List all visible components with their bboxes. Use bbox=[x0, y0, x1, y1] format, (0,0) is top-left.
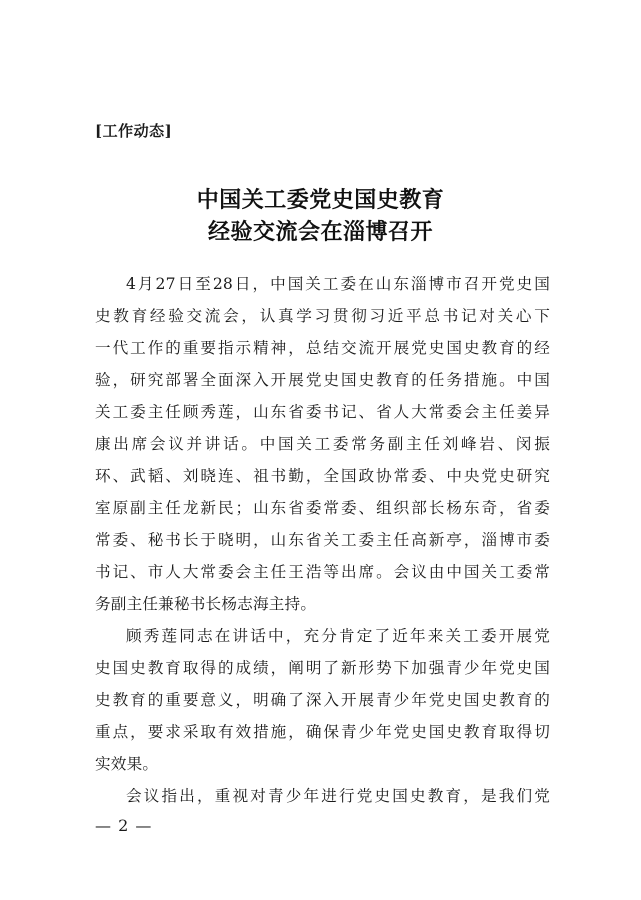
paragraph-1-line: 康出席会议并讲话。中国关工委常务副主任刘峰岩、闵振 bbox=[95, 435, 550, 453]
paragraph-1-line: 一代工作的重要指示精神，总结交流开展党史国史教育的经 bbox=[95, 339, 550, 357]
paragraph-1-line: 关工委主任顾秀莲，山东省委书记、省人大常委会主任姜异 bbox=[95, 403, 550, 421]
paragraph-2-line: 实效果。 bbox=[95, 755, 159, 773]
paragraph-1-line: 常委、秘书长于晓明，山东省关工委主任高新亭，淄博市委 bbox=[95, 531, 550, 549]
paragraph-1-line: 室原副主任龙新民；山东省委常委、组织部长杨东奇，省委 bbox=[95, 499, 550, 517]
paragraph-1-line: 史教育经验交流会，认真学习贯彻习近平总书记对关心下 bbox=[95, 307, 550, 325]
paragraph-1-line: 验，研究部署全面深入开展党史国史教育的任务措施。中国 bbox=[95, 371, 550, 389]
paragraph-1-line: 环、武韬、刘晓连、祖书勤，全国政协常委、中央党史研究 bbox=[95, 467, 550, 485]
paragraph-1-line: 书记、市人大常委会主任王浩等出席。会议由中国关工委常 bbox=[95, 563, 550, 581]
paragraph-3-line: 会议指出，重视对青少年进行党史国史教育，是我们党 bbox=[126, 787, 550, 805]
paragraph-2-line: 史教育的重要意义，明确了深入开展青少年党史国史教育的 bbox=[95, 691, 550, 709]
paragraph-2-line: 史国史教育取得的成绩，阐明了新形势下加强青少年党史国 bbox=[95, 659, 550, 677]
paragraph-1-line: 务副主任兼秘书长杨志海主持。 bbox=[95, 595, 317, 613]
paragraph-2-line: 重点，要求采取有效措施，确保青少年党史国史教育取得切 bbox=[95, 723, 550, 741]
article-title-line-2: 经验交流会在淄博召开 bbox=[207, 219, 433, 245]
page-number: — 2 — bbox=[95, 816, 153, 835]
article-title-line-1: 中国关工委党史国史教育 bbox=[196, 187, 445, 213]
paragraph-2-line: 顾秀莲同志在讲话中，充分肯定了近年来关工委开展党 bbox=[126, 627, 550, 645]
section-tag: [工作动态] bbox=[95, 122, 173, 140]
paragraph-1-line: 4月27日至28日，中国关工委在山东淄博市召开党史国 bbox=[126, 275, 550, 293]
